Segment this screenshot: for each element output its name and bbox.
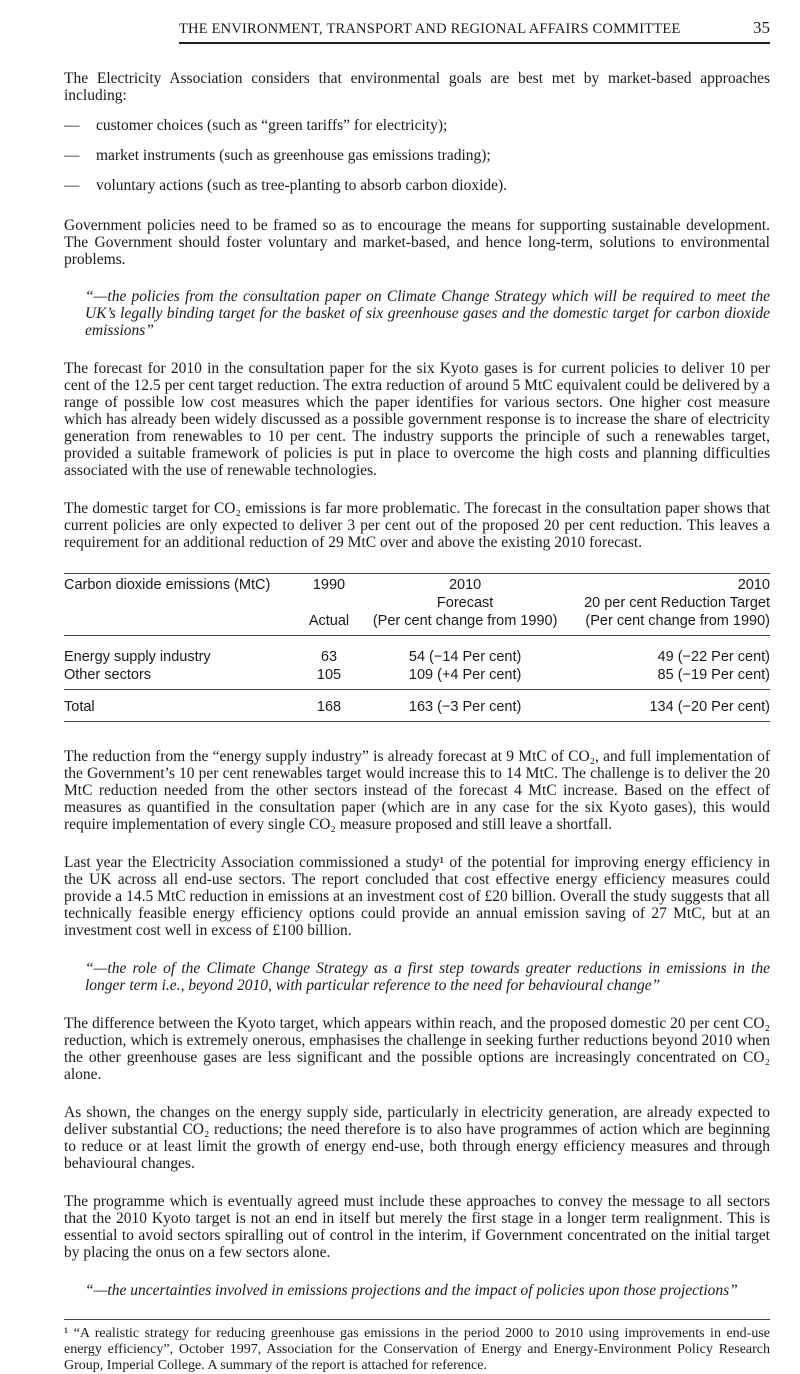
table-header-cell: 2010 [566, 574, 770, 595]
table-cell: Energy supply industry [64, 648, 211, 665]
table-cell: Total [64, 689, 294, 721]
last-year-paragraph: Last year the Electricity Association commissioned a study¹ of the potential for improving energy efficiency in the UK across all end-use sectors. The report concluded that cost effective energy efficiency measures could provide a 14.5 MtC reduction in emissions at an investment cost of £20 billion. Overall the study suggests that all technically feasible energy efficiency options could provide an annual emission saving of 27 MtC, but at an investment cost well in excess of £100 billion. [64, 853, 770, 939]
quote-uncertainties: “—the uncertainties involved in emissions projections and the impact of policies upon those projections” [85, 1281, 738, 1299]
table-row [64, 666, 770, 690]
table-header-cell: (Per cent change from 1990) [566, 612, 770, 636]
running-header [179, 18, 770, 44]
emissions-table [64, 573, 770, 722]
approaches-list [64, 117, 770, 194]
list-item-text: market instruments (such as greenhouse gas emissions trading); [96, 147, 491, 164]
table-cell: 168 [294, 689, 364, 721]
intro-paragraph: The Electricity Association considers that environmental goals are best met by market-based approaches including: [64, 70, 770, 104]
header-title: THE ENVIRONMENT, TRANSPORT AND REGIONAL AFFAIRS COMMITTEE [179, 21, 681, 37]
footnote-divider [64, 1319, 770, 1320]
table-cell: 49 (−22 Per cent) [657, 648, 770, 665]
table-cell: 85 (−19 Per cent) [566, 666, 770, 690]
table-cell: 109 (+4 Per cent) [364, 666, 566, 690]
table-header-cell: 2010 [364, 574, 566, 595]
list-item-text: customer choices (such as “green tariffs” for electricity); [96, 117, 448, 134]
table-row [64, 636, 770, 666]
table-cell: 163 (−3 Per cent) [364, 689, 566, 721]
domestic-target-paragraph: The domestic target for CO₂ emissions is far more problematic. The forecast in the consultation paper shows that current policies are only expected to deliver 3 per cent out of the proposed 20 per cent reduction. This leaves a requirement for an additional reduction of 29 MtC over and above the existing 2010 forecast. [64, 500, 770, 551]
table-cell: 63 [320, 648, 338, 665]
forecast-paragraph: The forecast for 2010 in the consultation paper for the six Kyoto gases is for current policies to deliver 10 per cent of the 12.5 per cent target reduction. The extra reduction of around 5 MtC equivalent could be delivered by a range of possible low cost measures which the paper identifies for various sectors. One higher cost measure which has already been widely discussed as a possible government response is to increase the share of electricity generation from renewables to 10 per cent. The industry supports the principle of such a renewables target, provided a suitable framework of policies is put in place to overcome the high costs and planning difficulties associated with the use of renewable technologies. [64, 360, 770, 479]
table-header-cell: 1990 [294, 574, 364, 595]
reduction-paragraph: The reduction from the “energy supply industry” is already forecast at 9 MtC of CO₂, and full implementation of the Government’s 10 per cent renewables target would increase this to 14 MtC. The challenge is to deliver the 20 MtC reduction needed from the other sectors instead of the forecast 4 MtC increase. Based on the effect of measures as quantified in the consultation paper (which are in any case for the six Kyoto gases), this would require implementation of every single CO₂ measure proposed and still leave a shortfall. [64, 747, 770, 833]
table-cell: 134 (−20 Per cent) [566, 689, 770, 721]
table-header-row [64, 574, 770, 595]
page-number: 35 [753, 18, 770, 37]
dash-bullet: — [64, 117, 80, 134]
programme-paragraph: The programme which is eventually agreed must include these approaches to convey the message to all sectors that the 2010 Kyoto target is not an end in itself but merely the first stage in a longer term realignment. This is essential to avoid sectors spiralling out of control in the interim, if Government concentrated on the initial target by placing the onus on a few sectors alone. [64, 1192, 770, 1261]
list-item-text: voluntary actions (such as tree-planting to absorb carbon dioxide). [96, 177, 508, 194]
list-item [64, 177, 770, 194]
table-cell: Other sectors [64, 666, 294, 690]
table-cell: 105 [294, 666, 364, 690]
list-item [64, 117, 770, 134]
table-header-cell: 20 per cent Reduction Target [584, 595, 770, 611]
table-header-cell: Actual [294, 612, 364, 636]
dash-bullet: — [64, 147, 80, 164]
table-header-cell: Carbon dioxide emissions (MtC) [64, 574, 294, 595]
table-header-row [64, 612, 770, 636]
energy-supply-paragraph: As shown, the changes on the energy supply side, particularly in electricity generation, are already expected to deliver substantial CO₂ reductions; the need therefore is to also have programmes of action which are beginning to reduce or at least limit the growth of energy end-use, both through energy efficiency measures and through behavioural changes. [64, 1103, 770, 1172]
table-header-cell: Forecast [436, 595, 494, 611]
dash-bullet: — [64, 177, 80, 194]
list-item [64, 147, 770, 164]
table-cell: 54 (−14 Per cent) [408, 648, 522, 665]
document-page [64, 18, 770, 1374]
table-total-row [64, 689, 770, 721]
table-header-cell: (Per cent change from 1990) [364, 612, 566, 636]
table-header-row [64, 594, 770, 612]
footnote: ¹ “A realistic strategy for reducing greenhouse gas emissions in the period 2000 to 2010 using improvements in end-use energy efficiency”, October 1997, Association for the Conservation of Energy and Energy-Environment Policy Research Group, Imperial College. A summary of the report is attached for reference. [64, 1325, 770, 1373]
quote-policies: “—the policies from the consultation paper on Climate Change Strategy which will be required to meet the UK’s legally binding target for the basket of six greenhouse gases and the domestic target for carbon dioxide emissions” [85, 288, 770, 339]
difference-paragraph: The difference between the Kyoto target, which appears within reach, and the proposed domestic 20 per cent CO₂ reduction, which is extremely onerous, emphasises the challenge in seeking further reductions beyond 2010 when the other greenhouse gases are less significant and the possible options are increasingly concentrated on CO₂ alone. [64, 1014, 770, 1083]
government-policies-paragraph: Government policies need to be framed so as to encourage the means for supporting sustainable development. The Government should foster voluntary and market-based, and hence long-term, solutions to environmental problems. [64, 217, 770, 268]
quote-role: “—the role of the Climate Change Strategy as a first step towards greater reductions in emissions in the longer term i.e., beyond 2010, with particular reference to the need for behavioural change” [85, 959, 770, 994]
